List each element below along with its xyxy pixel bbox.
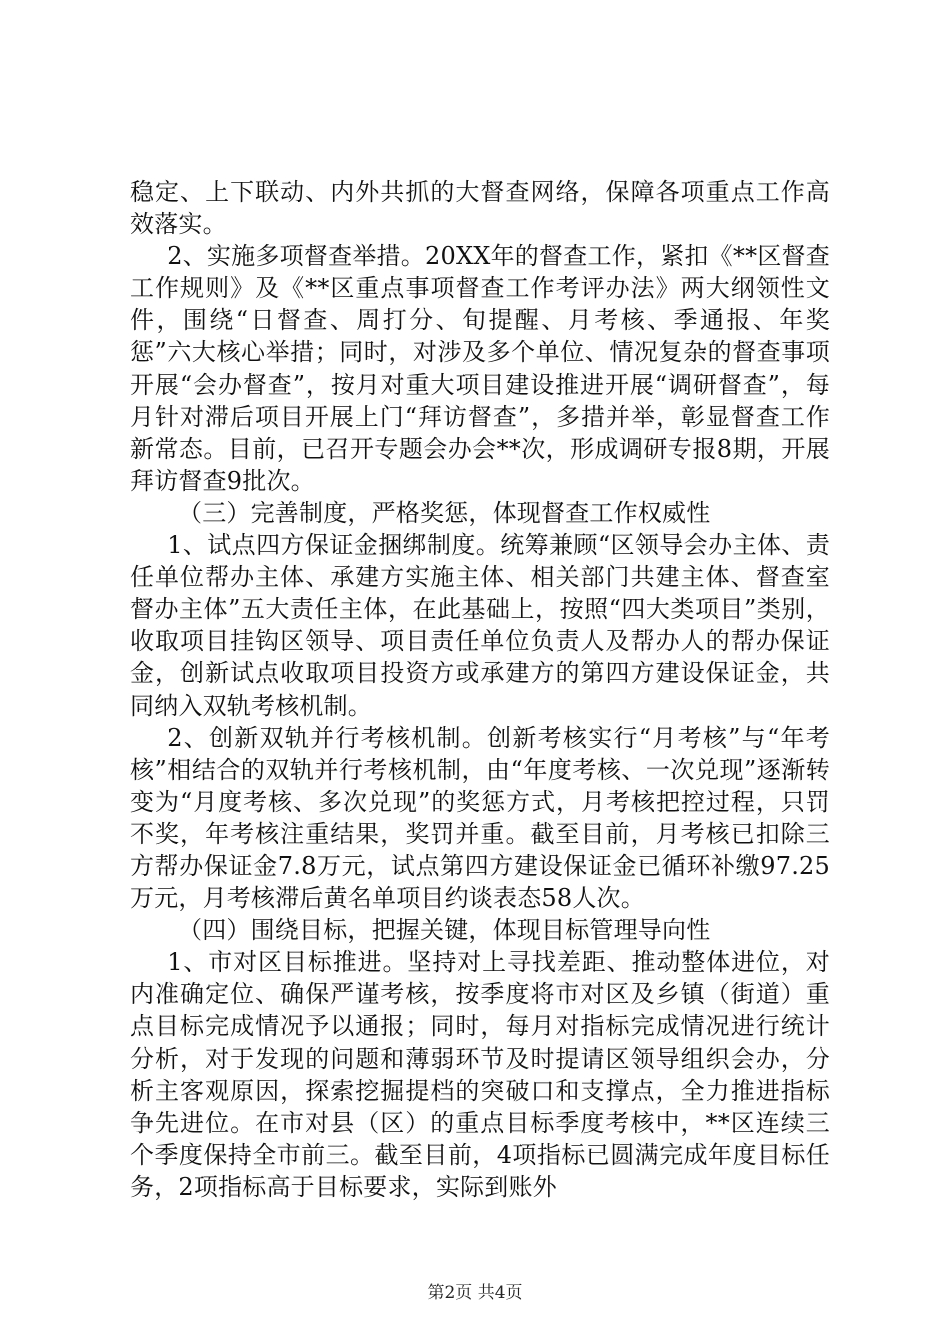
section-heading-4: （四）围绕目标，把握关键，体现目标管理导向性 xyxy=(178,916,711,945)
page-footer: 第2页 共4页 xyxy=(427,1283,523,1303)
paragraph-deposit-system: 1、试点四方保证金捆绑制度。统筹兼顾“区领导会办主体、责任单位帮办主体、承建方实施主体、相关部门共建主体、督查室督办主体”五大责任主体，在此基础上，按照“四大类项目”类别，收取项目挂钩区领导、项目责任单位负责人及帮办人的帮办保证金，创新试点收取项目投资方或承建方的第四方建设保证金，共同纳入双轨考核机制。 xyxy=(130,531,830,720)
section-heading-3: （三）完善制度，严格奖惩，体现督查工作权威性 xyxy=(178,498,711,527)
paragraph-target-promotion: 1、市对区目标推进。坚持对上寻找差距、推动整体进位，对内准确定位、确保严谨考核，按季度将市对区及乡镇（街道）重点目标完成情况予以通报；同时，每月对指标完成情况进行统计分析，对于发现的问题和薄弱环节及时提请区领导组织会办，分析主客观原因，探索挖掘提档的突破口和支撑点，全力推进指标争先进位。在市对县（区）的重点目标季度考核中，**区连续三个季度保持全市前三。截至目前，4项指标已圆满完成年度目标任务，2项指标高于目标要求，实际到账外 xyxy=(130,948,830,1201)
paragraph-continuation: 稳定、上下联动、内外共抓的大督查网络，保障各项重点工作高效落实。 xyxy=(130,178,830,239)
paragraph-supervision-measures: 2、实施多项督查举措。20XX年的督查工作，紧扣《**区督查工作规则》及《**区重点事项督查工作考评办法》两大纲领性文件，围绕“日督查、周打分、旬提醒、月考核、季通报、年奖惩”六大核心举措；同时，对涉及多个单位、情况复杂的督查事项开展“会办督查”，按月对重大项目建设推进开展“调研督查”，每月针对滞后项目开展上门“拜访督查”，多措并举，彰显督查工作新常态。目前，已召开专题会办会**次，形成调研专报8期，开展拜访督查9批次。 xyxy=(130,242,830,495)
paragraph-dual-track-assessment: 2、创新双轨并行考核机制。创新考核实行“月考核”与“年考核”相结合的双轨并行考核机制，由“年度考核、一次兑现”逐渐转变为“月度考核、多次兑现”的奖惩方式，月考核把控过程，只罚不奖，年考核注重结果，奖罚并重。截至目前，月考核已扣除三方帮办保证金7.8万元，试点第四方建设保证金已循环补缴97.25万元，月考核滞后黄名单项目约谈表态58人次。 xyxy=(130,723,830,913)
document-body xyxy=(130,176,830,1203)
